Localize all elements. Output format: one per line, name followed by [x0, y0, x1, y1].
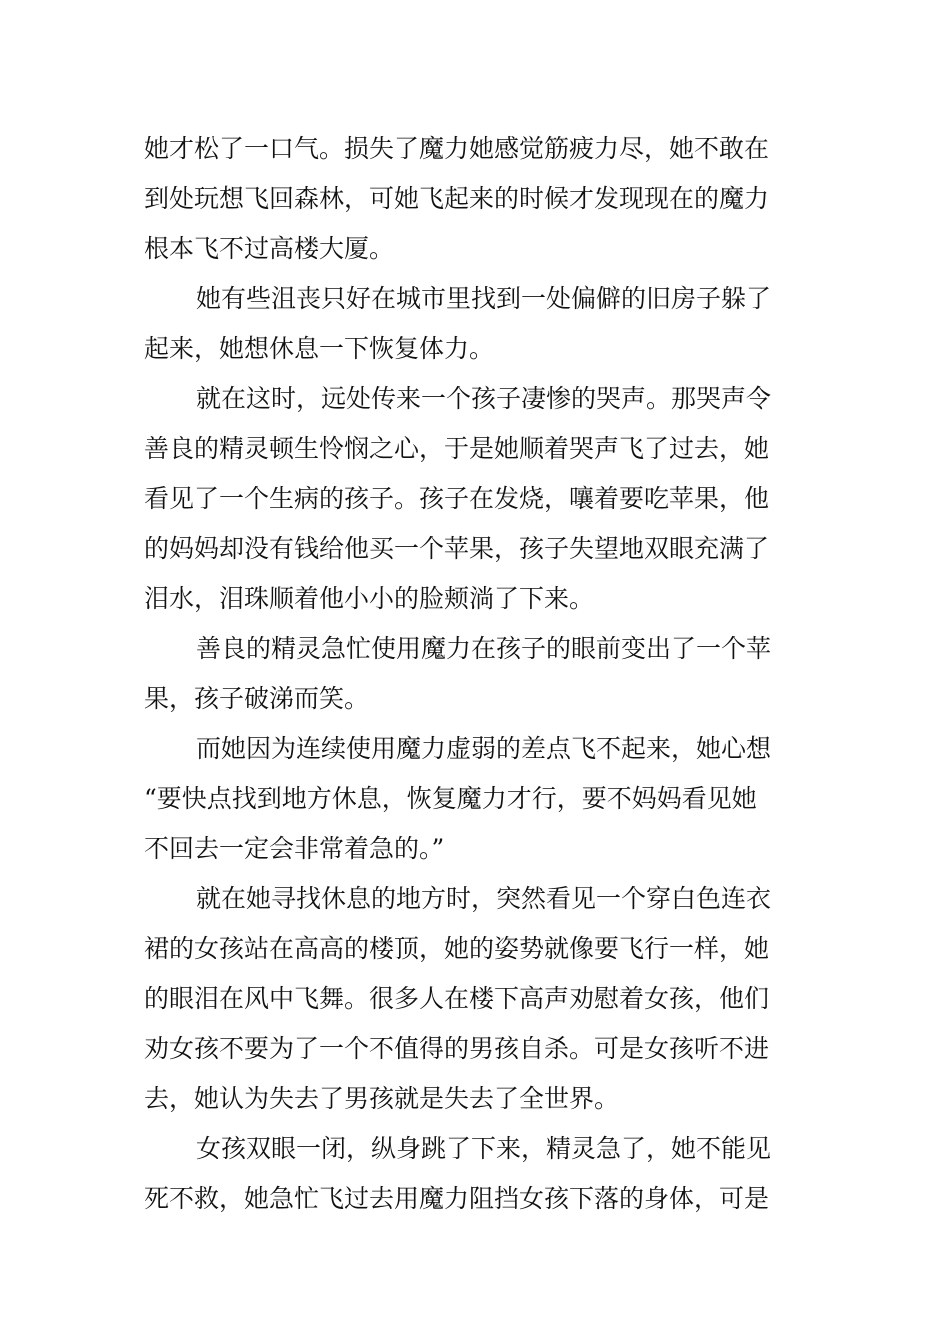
- text-line: 死不救，她急忙飞过去用魔力阻挡女孩下落的身体，可是: [144, 1184, 770, 1213]
- paragraph: [144, 1124, 808, 1224]
- paragraph: [144, 874, 808, 1124]
- paragraph: [144, 724, 808, 874]
- text-line: 去，她认为失去了男孩就是失去了全世界。: [144, 1084, 620, 1113]
- text-line: 看见了一个生病的孩子。孩子在发烧，嚷着要吃苹果，他: [144, 484, 770, 513]
- text-line: “要快点找到地方休息，恢复魔力才行，要不妈妈看见她: [144, 784, 757, 813]
- text-line: 根本飞不过高楼大厦。: [144, 234, 395, 263]
- paragraph: [144, 124, 808, 274]
- text-line: 的眼泪在风中飞舞。很多人在楼下高声劝慰着女孩，他们: [144, 984, 770, 1013]
- text-line: 到处玩想飞回森林，可她飞起来的时候才发现现在的魔力: [144, 184, 770, 213]
- text-line: 起来，她想休息一下恢复体力。: [144, 334, 495, 363]
- text-line: 裙的女孩站在高高的楼顶，她的姿势就像要飞行一样，她: [144, 934, 770, 963]
- text-line: 就在她寻找休息的地方时，突然看见一个穿白色连衣: [196, 884, 772, 913]
- text-line: 而她因为连续使用魔力虚弱的差点飞不起来，她心想: [196, 734, 772, 763]
- text-line: 劝女孩不要为了一个不值得的男孩自杀。可是女孩听不进: [144, 1034, 770, 1063]
- text-line: 不回去一定会非常着急的。”: [144, 834, 445, 863]
- text-line: 就在这时，远处传来一个孩子凄惨的哭声。那哭声令: [196, 384, 772, 413]
- document-body: [144, 124, 808, 1224]
- paragraph: [144, 624, 808, 724]
- text-line: 善良的精灵顿生怜悯之心，于是她顺着哭声飞了过去，她: [144, 434, 770, 463]
- text-line: 她有些沮丧只好在城市里找到一处偏僻的旧房子躲了: [196, 284, 772, 313]
- text-line: 她才松了一口气。损失了魔力她感觉筋疲力尽，她不敢在: [144, 134, 770, 163]
- text-line: 泪水，泪珠顺着他小小的脸颊淌了下来。: [144, 584, 595, 613]
- text-line: 女孩双眼一闭，纵身跳了下来，精灵急了，她不能见: [196, 1134, 772, 1163]
- text-line: 的妈妈却没有钱给他买一个苹果，孩子失望地双眼充满了: [144, 534, 770, 563]
- text-line: 果，孩子破涕而笑。: [144, 684, 370, 713]
- paragraph: [144, 374, 808, 624]
- text-line: 善良的精灵急忙使用魔力在孩子的眼前变出了一个苹: [196, 634, 772, 663]
- paragraph: [144, 274, 808, 374]
